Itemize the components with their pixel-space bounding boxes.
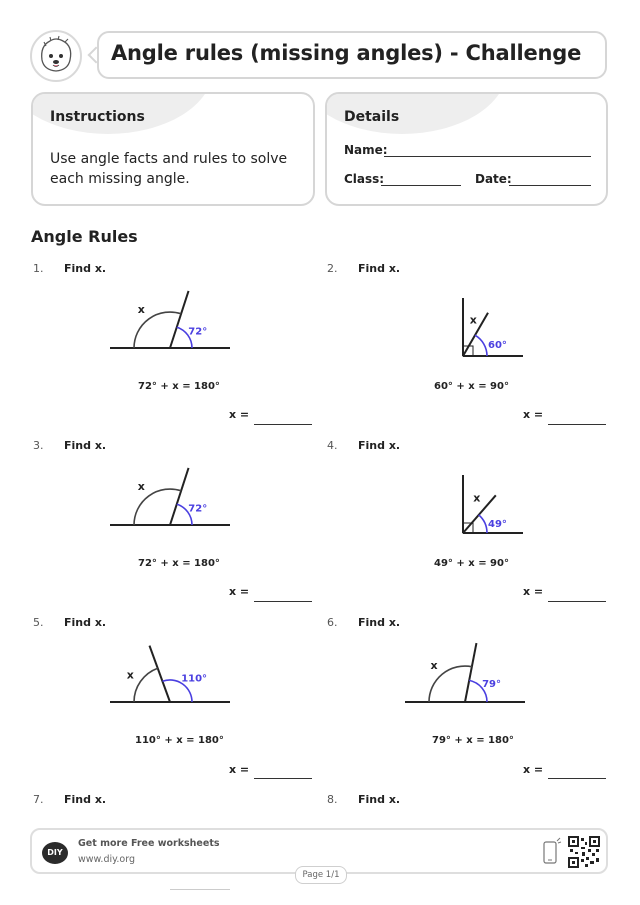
question-number: 5. (33, 616, 44, 629)
unknown-angle-label: x (473, 491, 481, 505)
unknown-angle-arc (134, 668, 158, 702)
qr-code-icon (568, 836, 600, 868)
unknown-angle-label: x (137, 480, 145, 494)
answer-field[interactable] (548, 424, 606, 425)
question-number: 7. (33, 793, 44, 806)
answer-label: x = (229, 408, 250, 421)
given-angle-label: 72° (188, 503, 208, 515)
given-angle-label: 72° (188, 326, 208, 338)
page-indicator: Page 1/1 (295, 866, 347, 884)
answer-label: x = (229, 763, 250, 776)
details-heading: Details (344, 109, 400, 125)
ray-line (149, 646, 170, 702)
footer-url[interactable]: www.diy.org (78, 854, 135, 865)
question-prompt: Find x. (64, 262, 107, 275)
question-number: 1. (33, 262, 44, 275)
name-label: Name: (344, 143, 388, 157)
question-equation: 110° + x = 180° (135, 735, 224, 746)
angle-diagram (455, 290, 535, 362)
bottom-divider (170, 889, 230, 890)
question-prompt: Find x. (358, 439, 401, 452)
given-angle-label: 60° (488, 340, 507, 351)
ray-line (170, 468, 189, 525)
unknown-angle-arc (134, 312, 181, 348)
answer-label: x = (523, 408, 544, 421)
unknown-angle-label: x (430, 659, 438, 672)
answer-label: x = (523, 585, 544, 598)
question-number: 3. (33, 439, 44, 452)
phone-icon (542, 837, 562, 867)
question-number: 6. (327, 616, 338, 629)
answer-field[interactable] (254, 601, 312, 602)
given-angle-arc (475, 335, 487, 356)
angle-diagram (108, 285, 238, 357)
answer-field[interactable] (254, 778, 312, 779)
question-prompt: Find x. (358, 262, 401, 275)
unknown-angle-arc (134, 489, 181, 525)
class-label: Class: (344, 172, 385, 186)
angle-diagram (455, 467, 535, 539)
question-equation: 60° + x = 90° (434, 381, 509, 392)
angle-diagram (403, 639, 533, 711)
mascot-avatar (30, 30, 82, 82)
page-title: Angle rules (missing angles) - Challenge (111, 41, 582, 65)
date-field[interactable] (509, 185, 591, 186)
answer-field[interactable] (548, 601, 606, 602)
name-field[interactable] (384, 156, 591, 157)
footer-promo-text: Get more Free worksheets (78, 838, 220, 849)
section-title: Angle Rules (31, 227, 138, 246)
question-prompt: Find x. (358, 793, 401, 806)
question-prompt: Find x. (358, 616, 401, 629)
angle-diagram (108, 462, 238, 534)
answer-label: x = (229, 585, 250, 598)
instructions-panel (31, 92, 315, 206)
ray-line (465, 643, 476, 702)
answer-field[interactable] (548, 778, 606, 779)
given-angle-label: 49° (488, 519, 507, 530)
question-prompt: Find x. (64, 439, 107, 452)
mascot-face-icon (32, 32, 80, 80)
question-equation: 72° + x = 180° (138, 381, 220, 392)
question-number: 2. (327, 262, 338, 275)
given-angle-label: 110° (181, 673, 208, 685)
given-angle-label: 79° (482, 678, 502, 690)
angle-diagram (108, 639, 238, 711)
answer-field[interactable] (254, 424, 312, 425)
question-prompt: Find x. (64, 793, 107, 806)
diy-logo-icon: DIY (42, 842, 68, 864)
question-number: 4. (327, 439, 338, 452)
instructions-text: Use angle facts and rules to solve each missing angle. (50, 151, 288, 187)
given-angle-arc (479, 515, 487, 533)
answer-label: x = (523, 763, 544, 776)
unknown-angle-label: x (469, 313, 477, 327)
class-field[interactable] (381, 185, 461, 186)
unknown-angle-label: x (126, 668, 134, 682)
details-panel (325, 92, 608, 206)
question-equation: 79° + x = 180° (432, 735, 514, 746)
unknown-angle-label: x (137, 303, 145, 317)
question-equation: 72° + x = 180° (138, 558, 220, 569)
instructions-heading: Instructions (50, 109, 145, 125)
question-prompt: Find x. (64, 616, 107, 629)
ray-line (170, 291, 189, 348)
question-equation: 49° + x = 90° (434, 558, 509, 569)
date-label: Date: (475, 172, 512, 186)
question-number: 8. (327, 793, 338, 806)
